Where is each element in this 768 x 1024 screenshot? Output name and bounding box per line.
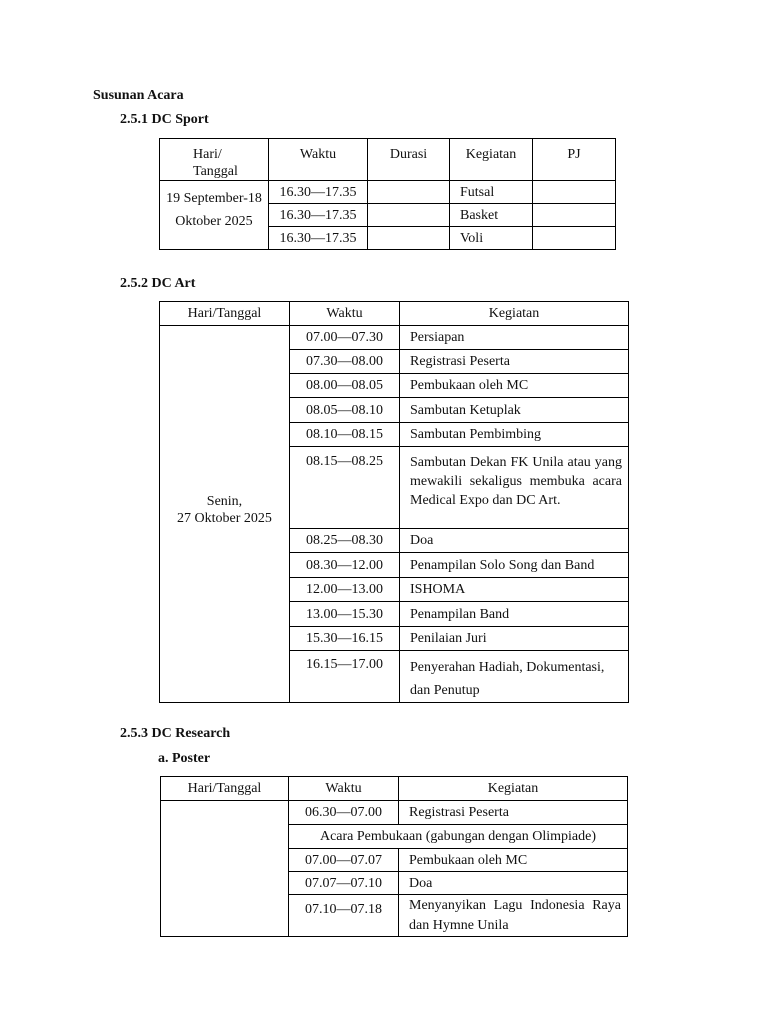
header-kegiatan: Kegiatan [400,302,629,326]
sport-pj [533,181,616,204]
art-kegiatan: Sambutan Dekan FK Unila atau yang mewakili sekaligus membuka acara Medical Expo dan DC Art. [400,447,629,529]
art-date-cell [160,326,290,703]
art-time: 08.30—12.00 [290,553,400,578]
sport-kegiatan: Voli [450,227,533,250]
header-hari-tanggal: Hari/Tanggal [160,302,290,326]
section-heading: Susunan Acara [93,88,184,103]
art-kegiatan: Registrasi Peserta [400,350,629,374]
header-hari-tanggal: Hari/ Tanggal [160,139,269,181]
dc-research-poster-table [160,776,628,937]
art-kegiatan: Penyerahan Hadiah, Dokumentasi, dan Penutup [400,651,629,703]
sport-pj [533,204,616,227]
art-time: 12.00—13.00 [290,578,400,602]
art-time: 08.15—08.25 [290,447,400,529]
art-time: 15.30—16.15 [290,627,400,651]
research-time: 07.10—07.18 [289,895,399,937]
art-time: 08.10—08.15 [290,423,400,447]
dc-sport-table [159,138,616,250]
research-time: 07.07—07.10 [289,872,399,895]
art-time: 07.00—07.30 [290,326,400,350]
art-time: 07.30—08.00 [290,350,400,374]
poster-subtitle: a. Poster [158,751,211,766]
dc-sport-title: 2.5.1 DC Sport [120,112,209,127]
header-hari-tanggal: Hari/Tanggal [161,777,289,801]
dc-research-title: 2.5.3 DC Research [120,726,231,741]
sport-durasi [368,227,450,250]
art-kegiatan: Doa [400,529,629,553]
art-date-line1: Senin, [206,494,243,509]
research-kegiatan: Menyanyikan Lagu Indonesia Raya dan Hymne Unila [399,895,628,937]
art-time: 08.05—08.10 [290,398,400,423]
art-time: 13.00—15.30 [290,602,400,627]
header-kegiatan: Kegiatan [450,139,533,181]
sport-time: 16.30—17.35 [269,181,368,204]
sport-durasi [368,181,450,204]
header-waktu: Waktu [290,302,400,326]
research-time: 07.00—07.07 [289,849,399,872]
art-kegiatan: Penampilan Solo Song dan Band [400,553,629,578]
header-durasi: Durasi [368,139,450,181]
research-date-cell [161,801,289,937]
sport-date-line2: Oktober 2025 [175,214,253,229]
art-time: 16.15—17.00 [290,651,400,703]
art-kegiatan: Penampilan Band [400,602,629,627]
art-kegiatan: ISHOMA [400,578,629,602]
header-waktu: Waktu [269,139,368,181]
art-date-line2: 27 Oktober 2025 [177,511,272,526]
art-kegiatan: Sambutan Pembimbing [400,423,629,447]
art-kegiatan: Sambutan Ketuplak [400,398,629,423]
sport-time: 16.30—17.35 [269,204,368,227]
art-kegiatan: Penilaian Juri [400,627,629,651]
art-time: 08.25—08.30 [290,529,400,553]
research-merged-row: Acara Pembukaan (gabungan dengan Olimpiade) [289,825,628,849]
research-kegiatan: Doa [399,872,628,895]
sport-date-line1: 19 September-18 [166,191,262,206]
dc-art-title: 2.5.2 DC Art [120,276,196,291]
dc-art-table [159,301,629,703]
research-time: 06.30—07.00 [289,801,399,825]
header-pj: PJ [533,139,616,181]
research-kegiatan: Pembukaan oleh MC [399,849,628,872]
art-kegiatan: Pembukaan oleh MC [400,374,629,398]
header-kegiatan: Kegiatan [399,777,628,801]
sport-pj [533,227,616,250]
sport-date-cell [160,181,269,250]
art-kegiatan: Persiapan [400,326,629,350]
sport-kegiatan: Futsal [450,181,533,204]
sport-time: 16.30—17.35 [269,227,368,250]
research-kegiatan: Registrasi Peserta [399,801,628,825]
header-waktu: Waktu [289,777,399,801]
sport-durasi [368,204,450,227]
sport-kegiatan: Basket [450,204,533,227]
art-time: 08.00—08.05 [290,374,400,398]
